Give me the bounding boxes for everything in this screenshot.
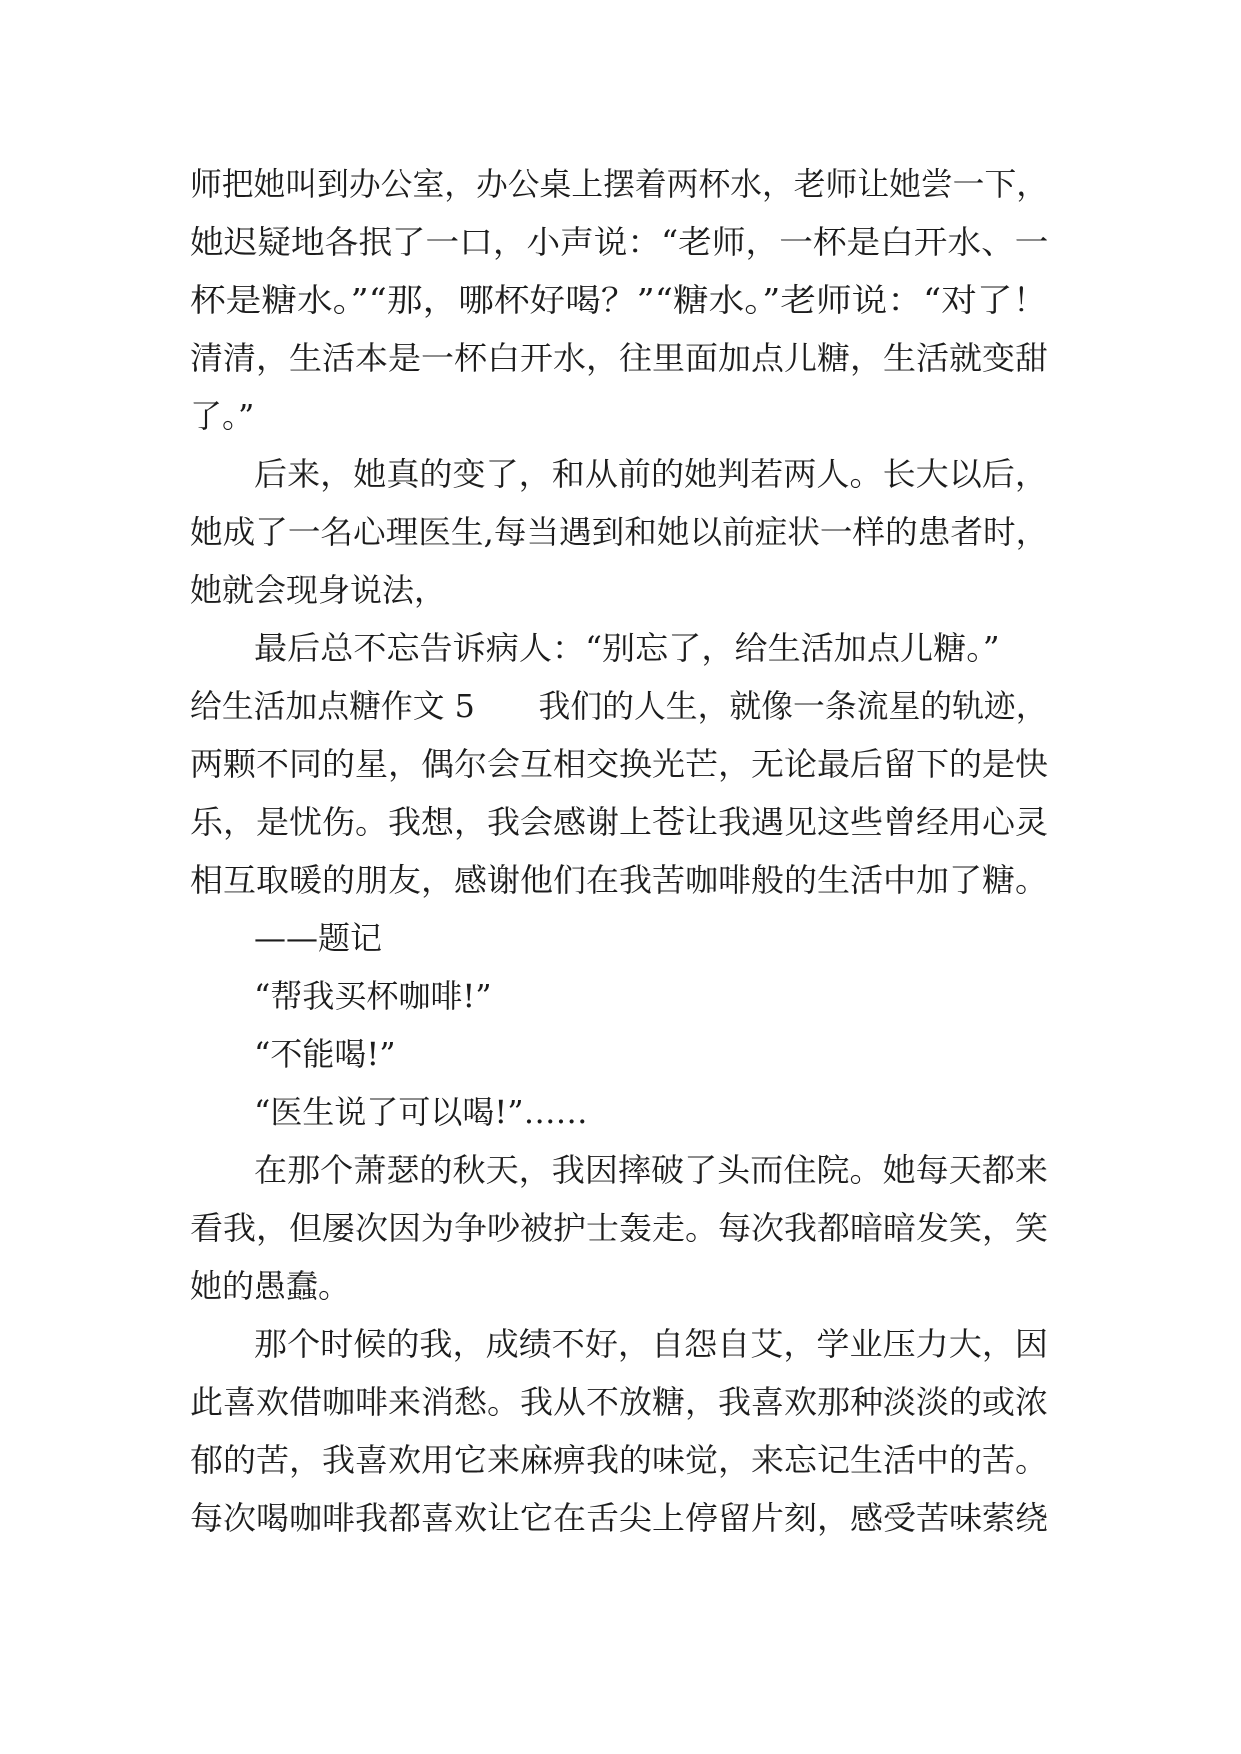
text-line-7: 她成了一名心理医生,每当遇到和她以前症状一样的患者时， — [190, 513, 1049, 551]
text-line-16: “不能喝!” — [254, 1035, 396, 1073]
text-line-20: 她的愚蠢。 — [190, 1267, 351, 1305]
text-line-24: 每次喝咖啡我都喜欢让它在舌尖上停留片刻，感受苦味萦绕 — [190, 1499, 1049, 1537]
text-line-12: 乐，是忧伤。我想，我会感谢上苍让我遇见这些曾经用心灵 — [190, 803, 1049, 841]
text-line-10: 给生活加点糖作文 5 我们的人生，就像一条流星的轨迹， — [190, 687, 1048, 725]
text-line-18: 在那个萧瑟的秋天，我因摔破了头而住院。她每天都来 — [254, 1151, 1049, 1189]
text-line-3: 杯是糖水。”“那，哪杯好喝？”“糖水。”老师说：“对了！ — [190, 281, 1049, 319]
text-line-5: 了。” — [190, 397, 255, 435]
text-line-2: 她迟疑地各抿了一口，小声说：“老师，一杯是白开水、一 — [190, 223, 1049, 261]
text-line-22: 此喜欢借咖啡来消愁。我从不放糖，我喜欢那种淡淡的或浓 — [190, 1383, 1049, 1421]
text-line-1: 师把她叫到办公室，办公桌上摆着两杯水，老师让她尝一下， — [190, 165, 1049, 203]
text-line-9: 最后总不忘告诉病人：“别忘了，给生活加点儿糖。” — [254, 629, 1000, 667]
text-line-8: 她就会现身说法， — [190, 571, 447, 609]
text-line-23: 郁的苦，我喜欢用它来麻痹我的味觉，来忘记生活中的苦。 — [190, 1441, 1049, 1479]
text-line-4: 清清，生活本是一杯白开水，往里面加点儿糖，生活就变甜 — [190, 339, 1049, 377]
text-line-14: ——题记 — [254, 919, 383, 957]
text-line-6: 后来，她真的变了，和从前的她判若两人。长大以后， — [254, 455, 1049, 493]
text-line-17: “医生说了可以喝!”…… — [254, 1093, 588, 1131]
text-line-15: “帮我买杯咖啡!” — [254, 977, 492, 1015]
text-line-13: 相互取暖的朋友，感谢他们在我苦咖啡般的生活中加了糖。 — [190, 861, 1049, 899]
text-line-11: 两颗不同的星，偶尔会互相交换光芒，无论最后留下的是快 — [190, 745, 1049, 783]
text-line-19: 看我，但屡次因为争吵被护士轰走。每次我都暗暗发笑，笑 — [190, 1209, 1049, 1247]
text-line-21: 那个时候的我，成绩不好，自怨自艾，学业压力大，因 — [254, 1325, 1049, 1363]
